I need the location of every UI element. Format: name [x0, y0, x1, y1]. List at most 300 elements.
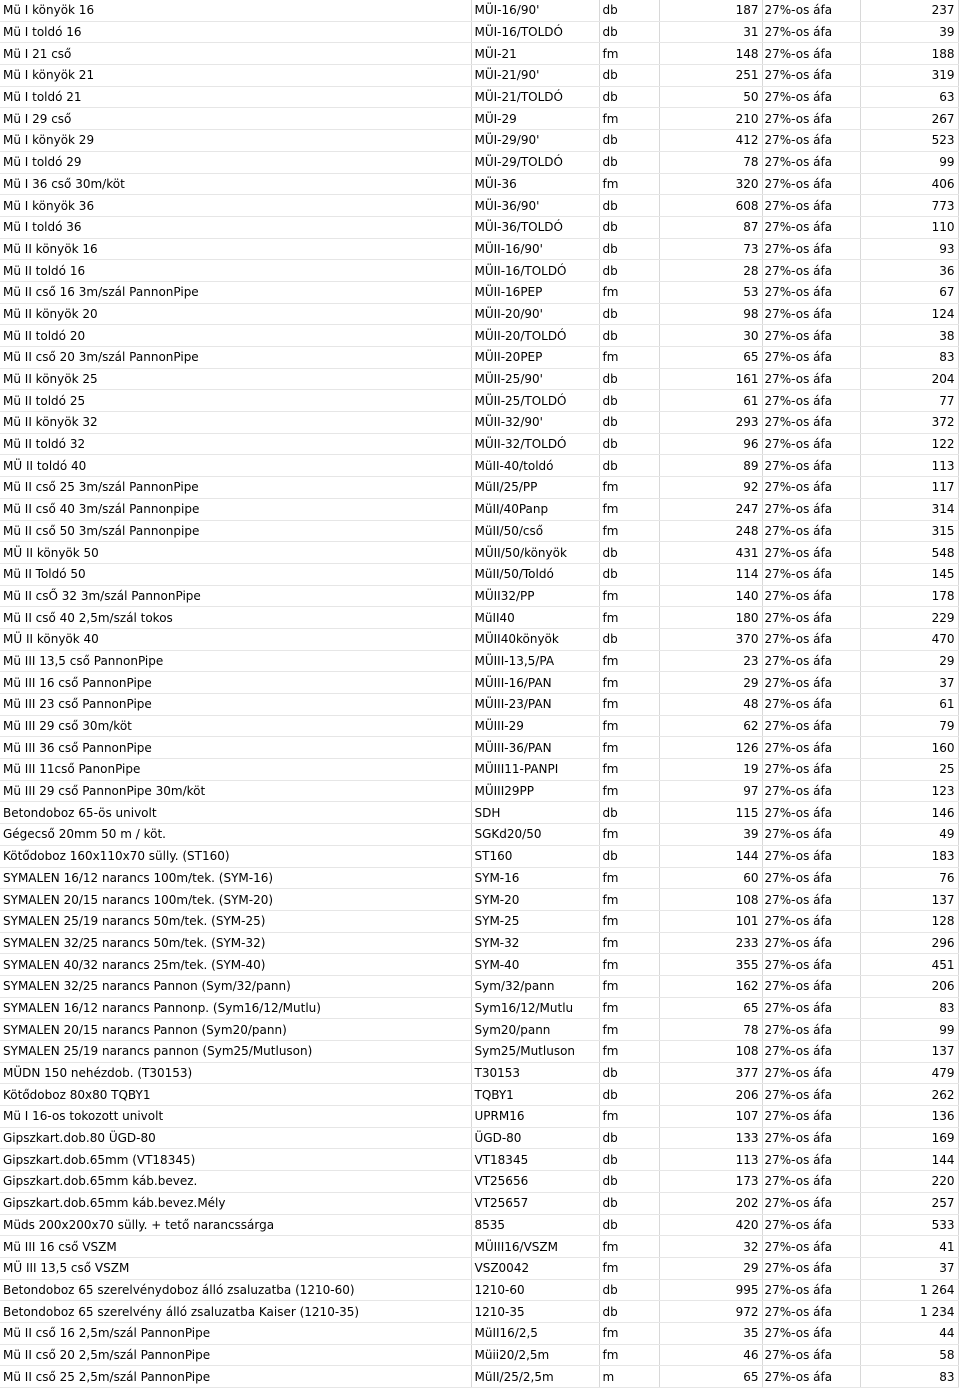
table-row [0, 108, 958, 130]
vat-rate-cell: 27%-os áfa [762, 1322, 860, 1344]
product-name-cell: Mü II cső 25 2,5m/szál PannonPipe [0, 1366, 471, 1388]
gross-price-cell: 99 [860, 1019, 958, 1041]
unit-cell: db [599, 1279, 659, 1301]
table-row [0, 151, 958, 173]
unit-cell: db [599, 0, 659, 21]
product-name-cell: SYMALEN 16/12 narancs 100m/tek. (SYM-16) [0, 867, 471, 889]
net-price-cell: 126 [659, 737, 762, 759]
net-price-cell: 19 [659, 759, 762, 781]
product-code-cell: MÜII40könyök [471, 628, 599, 650]
product-name-cell: Mü II cső 20 2,5m/szál PannonPipe [0, 1344, 471, 1366]
gross-price-cell: 1 264 [860, 1279, 958, 1301]
table-row [0, 216, 958, 238]
product-name-cell: Mü I könyök 21 [0, 65, 471, 87]
gross-price-cell: 257 [860, 1192, 958, 1214]
gross-price-cell: 1 234 [860, 1301, 958, 1323]
product-name-cell: Gipszkart.dob.65mm (VT18345) [0, 1149, 471, 1171]
gross-price-cell: 548 [860, 542, 958, 564]
product-name-cell: Kötődoboz 80x80 TQBY1 [0, 1084, 471, 1106]
gross-price-cell: 188 [860, 43, 958, 65]
table-row [0, 1257, 958, 1279]
vat-rate-cell: 27%-os áfa [762, 824, 860, 846]
vat-rate-cell: 27%-os áfa [762, 802, 860, 824]
unit-cell: fm [599, 910, 659, 932]
unit-cell: fm [599, 932, 659, 954]
vat-rate-cell: 27%-os áfa [762, 997, 860, 1019]
table-row [0, 65, 958, 87]
table-row [0, 845, 958, 867]
net-price-cell: 173 [659, 1171, 762, 1193]
product-code-cell: MÜII/50/könyök [471, 542, 599, 564]
product-code-cell: 1210-60 [471, 1279, 599, 1301]
product-name-cell: Mü II könyök 25 [0, 368, 471, 390]
net-price-cell: 53 [659, 281, 762, 303]
table-row [0, 412, 958, 434]
vat-rate-cell: 27%-os áfa [762, 1301, 860, 1323]
unit-cell: db [599, 1149, 659, 1171]
vat-rate-cell: 27%-os áfa [762, 303, 860, 325]
table-row [0, 975, 958, 997]
net-price-cell: 251 [659, 65, 762, 87]
product-code-cell: VT25656 [471, 1171, 599, 1193]
gross-price-cell: 470 [860, 628, 958, 650]
table-row [0, 1236, 958, 1258]
vat-rate-cell: 27%-os áfa [762, 780, 860, 802]
table-row [0, 477, 958, 499]
product-code-cell: MÜI-16/90' [471, 0, 599, 21]
vat-rate-cell: 27%-os áfa [762, 325, 860, 347]
net-price-cell: 210 [659, 108, 762, 130]
net-price-cell: 31 [659, 21, 762, 43]
product-name-cell: SYMALEN 20/15 narancs Pannon (Sym20/pann) [0, 1019, 471, 1041]
table-row [0, 1214, 958, 1236]
unit-cell: fm [599, 650, 659, 672]
table-row [0, 347, 958, 369]
product-name-cell: Mü II Toldó 50 [0, 563, 471, 585]
gross-price-cell: 146 [860, 802, 958, 824]
gross-price-cell: 262 [860, 1084, 958, 1106]
gross-price-cell: 319 [860, 65, 958, 87]
product-name-cell: MÜ III 13,5 cső VSZM [0, 1257, 471, 1279]
table-row [0, 195, 958, 217]
unit-cell: db [599, 260, 659, 282]
gross-price-cell: 99 [860, 151, 958, 173]
table-row [0, 455, 958, 477]
vat-rate-cell: 27%-os áfa [762, 368, 860, 390]
product-code-cell: MÜIII-13,5/PA [471, 650, 599, 672]
unit-cell: db [599, 1301, 659, 1323]
vat-rate-cell: 27%-os áfa [762, 0, 860, 21]
unit-cell: db [599, 65, 659, 87]
product-name-cell: Mü I toldó 29 [0, 151, 471, 173]
unit-cell: db [599, 238, 659, 260]
product-name-cell: MÜDN 150 nehézdob. (T30153) [0, 1062, 471, 1084]
unit-cell: fm [599, 737, 659, 759]
gross-price-cell: 77 [860, 390, 958, 412]
gross-price-cell: 128 [860, 910, 958, 932]
net-price-cell: 101 [659, 910, 762, 932]
product-code-cell: MÜI-36/TOLDÓ [471, 216, 599, 238]
product-code-cell: MÜI-21/90' [471, 65, 599, 87]
net-price-cell: 431 [659, 542, 762, 564]
net-price-cell: 370 [659, 628, 762, 650]
net-price-cell: 108 [659, 1041, 762, 1063]
net-price-cell: 247 [659, 498, 762, 520]
vat-rate-cell: 27%-os áfa [762, 238, 860, 260]
net-price-cell: 206 [659, 1084, 762, 1106]
net-price-cell: 972 [659, 1301, 762, 1323]
product-name-cell: Mü II toldó 25 [0, 390, 471, 412]
gross-price-cell: 93 [860, 238, 958, 260]
unit-cell: fm [599, 607, 659, 629]
vat-rate-cell: 27%-os áfa [762, 845, 860, 867]
gross-price-cell: 773 [860, 195, 958, 217]
table-row [0, 1149, 958, 1171]
net-price-cell: 96 [659, 433, 762, 455]
gross-price-cell: 83 [860, 347, 958, 369]
gross-price-cell: 372 [860, 412, 958, 434]
gross-price-cell: 76 [860, 867, 958, 889]
table-row [0, 715, 958, 737]
product-name-cell: Mü II könyök 16 [0, 238, 471, 260]
product-name-cell: MÜ II könyök 50 [0, 542, 471, 564]
product-code-cell: VT18345 [471, 1149, 599, 1171]
vat-rate-cell: 27%-os áfa [762, 1106, 860, 1128]
gross-price-cell: 39 [860, 21, 958, 43]
table-row [0, 0, 958, 21]
gross-price-cell: 451 [860, 954, 958, 976]
product-code-cell: SGKd20/50 [471, 824, 599, 846]
table-row [0, 368, 958, 390]
table-row [0, 954, 958, 976]
product-name-cell: Mü II cső 16 2,5m/szál PannonPipe [0, 1322, 471, 1344]
unit-cell: db [599, 21, 659, 43]
net-price-cell: 65 [659, 997, 762, 1019]
vat-rate-cell: 27%-os áfa [762, 1149, 860, 1171]
unit-cell: fm [599, 1041, 659, 1063]
vat-rate-cell: 27%-os áfa [762, 108, 860, 130]
table-row [0, 759, 958, 781]
product-code-cell: VT25657 [471, 1192, 599, 1214]
table-row [0, 1019, 958, 1041]
gross-price-cell: 49 [860, 824, 958, 846]
product-code-cell: SYM-16 [471, 867, 599, 889]
table-row [0, 43, 958, 65]
product-name-cell: Mü II cső 40 2,5m/szál tokos [0, 607, 471, 629]
unit-cell: db [599, 1214, 659, 1236]
vat-rate-cell: 27%-os áfa [762, 1279, 860, 1301]
product-name-cell: Gipszkart.dob.80 ÜGD-80 [0, 1127, 471, 1149]
product-name-cell: SYMALEN 25/19 narancs 50m/tek. (SYM-25) [0, 910, 471, 932]
product-code-cell: Sym16/12/Mutlu [471, 997, 599, 1019]
net-price-cell: 320 [659, 173, 762, 195]
unit-cell: db [599, 563, 659, 585]
net-price-cell: 377 [659, 1062, 762, 1084]
vat-rate-cell: 27%-os áfa [762, 1236, 860, 1258]
net-price-cell: 78 [659, 1019, 762, 1041]
vat-rate-cell: 27%-os áfa [762, 954, 860, 976]
gross-price-cell: 229 [860, 607, 958, 629]
unit-cell: db [599, 86, 659, 108]
net-price-cell: 23 [659, 650, 762, 672]
gross-price-cell: 117 [860, 477, 958, 499]
net-price-cell: 61 [659, 390, 762, 412]
vat-rate-cell: 27%-os áfa [762, 1019, 860, 1041]
gross-price-cell: 479 [860, 1062, 958, 1084]
product-name-cell: Mü III 11cső PanonPipe [0, 759, 471, 781]
gross-price-cell: 83 [860, 997, 958, 1019]
gross-price-cell: 523 [860, 130, 958, 152]
product-code-cell: ÜGD-80 [471, 1127, 599, 1149]
net-price-cell: 233 [659, 932, 762, 954]
unit-cell: fm [599, 1236, 659, 1258]
table-row [0, 1041, 958, 1063]
gross-price-cell: 67 [860, 281, 958, 303]
product-code-cell: SYM-40 [471, 954, 599, 976]
net-price-cell: 48 [659, 694, 762, 716]
unit-cell: fm [599, 1344, 659, 1366]
product-name-cell: Mü III 36 cső PannonPipe [0, 737, 471, 759]
product-code-cell: MÜI-36/90' [471, 195, 599, 217]
unit-cell: fm [599, 347, 659, 369]
unit-cell: fm [599, 889, 659, 911]
product-name-cell: Mü I 29 cső [0, 108, 471, 130]
product-code-cell: MÜIII-16/PAN [471, 672, 599, 694]
gross-price-cell: 137 [860, 889, 958, 911]
net-price-cell: 30 [659, 325, 762, 347]
product-code-cell: MÜI-29/TOLDÓ [471, 151, 599, 173]
unit-cell: fm [599, 1257, 659, 1279]
vat-rate-cell: 27%-os áfa [762, 455, 860, 477]
gross-price-cell: 41 [860, 1236, 958, 1258]
vat-rate-cell: 27%-os áfa [762, 672, 860, 694]
gross-price-cell: 406 [860, 173, 958, 195]
vat-rate-cell: 27%-os áfa [762, 390, 860, 412]
product-name-cell: Müds 200x200x70 sülly. + tető narancssárga [0, 1214, 471, 1236]
net-price-cell: 293 [659, 412, 762, 434]
unit-cell: fm [599, 997, 659, 1019]
product-code-cell: SYM-32 [471, 932, 599, 954]
product-code-cell: MüII16/2,5 [471, 1322, 599, 1344]
product-name-cell: Mü II cső 20 3m/szál PannonPipe [0, 347, 471, 369]
table-row [0, 910, 958, 932]
gross-price-cell: 37 [860, 672, 958, 694]
vat-rate-cell: 27%-os áfa [762, 737, 860, 759]
table-row [0, 694, 958, 716]
unit-cell: db [599, 151, 659, 173]
product-code-cell: MÜIII29PP [471, 780, 599, 802]
table-row [0, 325, 958, 347]
net-price-cell: 87 [659, 216, 762, 238]
net-price-cell: 97 [659, 780, 762, 802]
unit-cell: db [599, 195, 659, 217]
net-price-cell: 65 [659, 347, 762, 369]
vat-rate-cell: 27%-os áfa [762, 1171, 860, 1193]
product-code-cell: MÜII-20/90' [471, 303, 599, 325]
product-code-cell: MüII40 [471, 607, 599, 629]
vat-rate-cell: 27%-os áfa [762, 477, 860, 499]
unit-cell: fm [599, 173, 659, 195]
vat-rate-cell: 27%-os áfa [762, 1257, 860, 1279]
gross-price-cell: 110 [860, 216, 958, 238]
net-price-cell: 60 [659, 867, 762, 889]
table-row [0, 1106, 958, 1128]
product-code-cell: MÜII-25/TOLDÓ [471, 390, 599, 412]
product-name-cell: SYMALEN 40/32 narancs 25m/tek. (SYM-40) [0, 954, 471, 976]
table-row [0, 1062, 958, 1084]
net-price-cell: 29 [659, 1257, 762, 1279]
product-name-cell: Mü I toldó 36 [0, 216, 471, 238]
product-name-cell: Mü II cső 40 3m/szál Pannonpipe [0, 498, 471, 520]
product-code-cell: SYM-20 [471, 889, 599, 911]
unit-cell: fm [599, 694, 659, 716]
vat-rate-cell: 27%-os áfa [762, 216, 860, 238]
net-price-cell: 89 [659, 455, 762, 477]
table-row [0, 1084, 958, 1106]
product-name-cell: Betondoboz 65-ös univolt [0, 802, 471, 824]
vat-rate-cell: 27%-os áfa [762, 433, 860, 455]
vat-rate-cell: 27%-os áfa [762, 889, 860, 911]
product-code-cell: MüII/25/2,5m [471, 1366, 599, 1388]
net-price-cell: 73 [659, 238, 762, 260]
product-code-cell: MÜI-29 [471, 108, 599, 130]
net-price-cell: 92 [659, 477, 762, 499]
product-code-cell: MÜIII-29 [471, 715, 599, 737]
product-name-cell: SYMALEN 20/15 narancs 100m/tek. (SYM-20) [0, 889, 471, 911]
product-code-cell: MÜII-32/TOLDÓ [471, 433, 599, 455]
vat-rate-cell: 27%-os áfa [762, 867, 860, 889]
table-row [0, 498, 958, 520]
gross-price-cell: 178 [860, 585, 958, 607]
vat-rate-cell: 27%-os áfa [762, 1366, 860, 1388]
gross-price-cell: 83 [860, 1366, 958, 1388]
product-name-cell: Mü I toldó 16 [0, 21, 471, 43]
vat-rate-cell: 27%-os áfa [762, 975, 860, 997]
unit-cell: fm [599, 108, 659, 130]
net-price-cell: 107 [659, 1106, 762, 1128]
vat-rate-cell: 27%-os áfa [762, 910, 860, 932]
vat-rate-cell: 27%-os áfa [762, 260, 860, 282]
table-row [0, 932, 958, 954]
product-name-cell: Mü II cső 16 3m/szál PannonPipe [0, 281, 471, 303]
table-row [0, 281, 958, 303]
table-row [0, 1192, 958, 1214]
product-name-cell: Mü III 13,5 cső PannonPipe [0, 650, 471, 672]
unit-cell: db [599, 433, 659, 455]
product-name-cell: Mü I 36 cső 30m/köt [0, 173, 471, 195]
gross-price-cell: 113 [860, 455, 958, 477]
table-row [0, 607, 958, 629]
net-price-cell: 50 [659, 86, 762, 108]
product-code-cell: SYM-25 [471, 910, 599, 932]
product-code-cell: Sym20/pann [471, 1019, 599, 1041]
product-name-cell: Mü I könyök 29 [0, 130, 471, 152]
product-code-cell: TQBY1 [471, 1084, 599, 1106]
unit-cell: fm [599, 759, 659, 781]
table-row [0, 802, 958, 824]
table-row [0, 737, 958, 759]
table-row [0, 563, 958, 585]
unit-cell: fm [599, 867, 659, 889]
gross-price-cell: 145 [860, 563, 958, 585]
vat-rate-cell: 27%-os áfa [762, 563, 860, 585]
gross-price-cell: 204 [860, 368, 958, 390]
net-price-cell: 248 [659, 520, 762, 542]
product-code-cell: MÜI-36 [471, 173, 599, 195]
unit-cell: fm [599, 780, 659, 802]
product-name-cell: Mü II toldó 16 [0, 260, 471, 282]
product-name-cell: Mü III 29 cső PannonPipe 30m/köt [0, 780, 471, 802]
product-name-cell: Mü III 16 cső VSZM [0, 1236, 471, 1258]
gross-price-cell: 144 [860, 1149, 958, 1171]
gross-price-cell: 206 [860, 975, 958, 997]
net-price-cell: 140 [659, 585, 762, 607]
net-price-cell: 412 [659, 130, 762, 152]
gross-price-cell: 61 [860, 694, 958, 716]
net-price-cell: 355 [659, 954, 762, 976]
gross-price-cell: 44 [860, 1322, 958, 1344]
product-code-cell: MÜII32/PP [471, 585, 599, 607]
product-code-cell: VSZ0042 [471, 1257, 599, 1279]
product-name-cell: SYMALEN 32/25 narancs Pannon (Sym/32/pann) [0, 975, 471, 997]
vat-rate-cell: 27%-os áfa [762, 21, 860, 43]
unit-cell: fm [599, 477, 659, 499]
net-price-cell: 133 [659, 1127, 762, 1149]
product-name-cell: Gipszkart.dob.65mm káb.bevez.Mély [0, 1192, 471, 1214]
product-code-cell: MÜIII11-PANPI [471, 759, 599, 781]
product-name-cell: Mü II könyök 20 [0, 303, 471, 325]
product-code-cell: MÜIII-23/PAN [471, 694, 599, 716]
net-price-cell: 108 [659, 889, 762, 911]
vat-rate-cell: 27%-os áfa [762, 1084, 860, 1106]
unit-cell: db [599, 1192, 659, 1214]
gross-price-cell: 169 [860, 1127, 958, 1149]
net-price-cell: 28 [659, 260, 762, 282]
product-name-cell: SYMALEN 25/19 narancs pannon (Sym25/Mutluson) [0, 1041, 471, 1063]
net-price-cell: 65 [659, 1366, 762, 1388]
product-code-cell: MüII/50/cső [471, 520, 599, 542]
gross-price-cell: 533 [860, 1214, 958, 1236]
table-row [0, 889, 958, 911]
product-code-cell: MÜI-29/90' [471, 130, 599, 152]
unit-cell: db [599, 368, 659, 390]
product-code-cell: MÜII-20/TOLDÓ [471, 325, 599, 347]
vat-rate-cell: 27%-os áfa [762, 1214, 860, 1236]
table-row [0, 86, 958, 108]
unit-cell: db [599, 130, 659, 152]
table-row [0, 21, 958, 43]
table-row [0, 780, 958, 802]
net-price-cell: 144 [659, 845, 762, 867]
product-code-cell: MÜIII16/VSZM [471, 1236, 599, 1258]
gross-price-cell: 136 [860, 1106, 958, 1128]
product-code-cell: MÜII-16PEP [471, 281, 599, 303]
vat-rate-cell: 27%-os áfa [762, 281, 860, 303]
product-code-cell: MÜI-21/TOLDÓ [471, 86, 599, 108]
unit-cell: fm [599, 1019, 659, 1041]
product-name-cell: Mü III 23 cső PannonPipe [0, 694, 471, 716]
vat-rate-cell: 27%-os áfa [762, 498, 860, 520]
table-row [0, 238, 958, 260]
unit-cell: db [599, 325, 659, 347]
product-code-cell: 1210-35 [471, 1301, 599, 1323]
unit-cell: db [599, 412, 659, 434]
unit-cell: db [599, 455, 659, 477]
product-name-cell: Kötődoboz 160x110x70 sülly. (ST160) [0, 845, 471, 867]
unit-cell: db [599, 390, 659, 412]
gross-price-cell: 122 [860, 433, 958, 455]
net-price-cell: 98 [659, 303, 762, 325]
